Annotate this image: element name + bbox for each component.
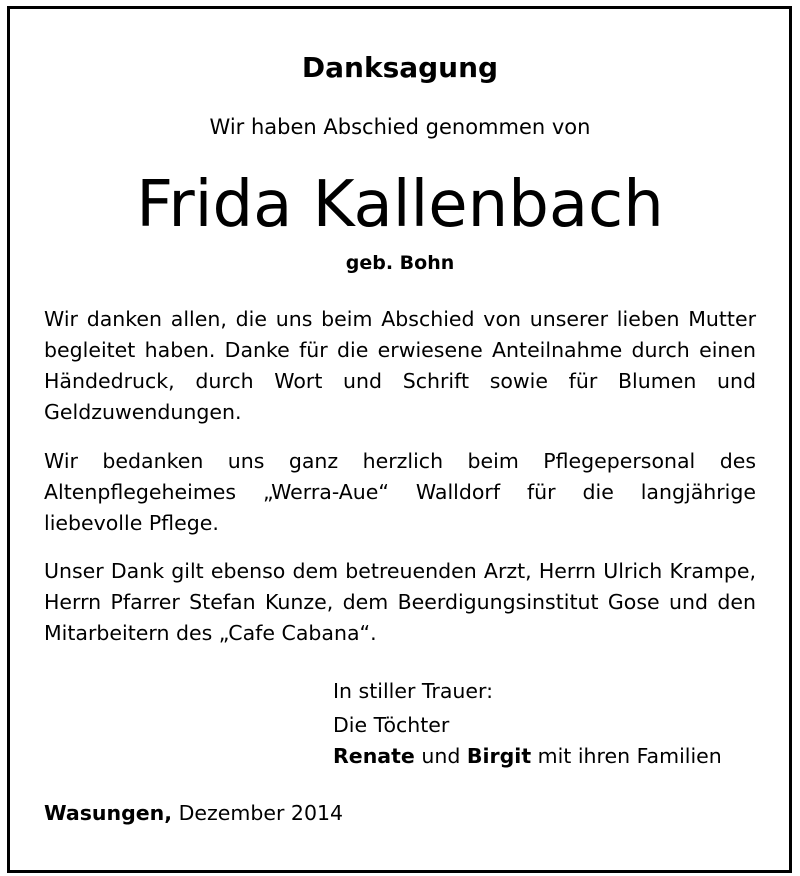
paragraph-thanks: Wir danken allen, die uns beim Abschied von unserer lieben Mutter begleitet haben. Danke für die erwiesene Anteilnahme durch einen Händedruck, durch Wort und Schrift sowie für Blumen und Geldzuwendungen. xyxy=(44,307,756,424)
paragraph-doctor: Unser Dank gilt ebenso dem betreuenden Arzt, Herrn Ulrich Krampe, Herrn Pfarrer Stefan Kunze, dem Beerdigungsinstitut Gose und den Mitarbeitern des „Cafe Cabana“. xyxy=(44,559,756,645)
family-name-birgit: Birgit xyxy=(466,744,532,768)
mourning-line: In stiller Trauer: xyxy=(333,679,493,703)
name-connector: und xyxy=(414,744,467,768)
family-name-renate: Renate xyxy=(333,744,415,768)
deceased-name: Frida Kallenbach xyxy=(136,168,664,242)
date-text: Dezember 2014 xyxy=(172,801,344,825)
notice-heading: Danksagung xyxy=(301,51,499,84)
family-names-line xyxy=(333,741,722,772)
intro-text: Wir haben Abschied genommen von xyxy=(209,115,591,139)
daughters-line: Die Töchter xyxy=(333,713,450,737)
place-name: Wasungen, xyxy=(44,801,173,825)
families-suffix: mit ihren Familien xyxy=(531,744,722,768)
place-date-line xyxy=(44,798,343,829)
paragraph-care-home: Wir bedanken uns ganz herzlich beim Pflegepersonal des Altenpflegeheimes „Werra-Aue“ Walldorf für die langjährige liebevolle Pflege. xyxy=(44,449,756,535)
birth-name: geb. Bohn xyxy=(345,252,455,274)
